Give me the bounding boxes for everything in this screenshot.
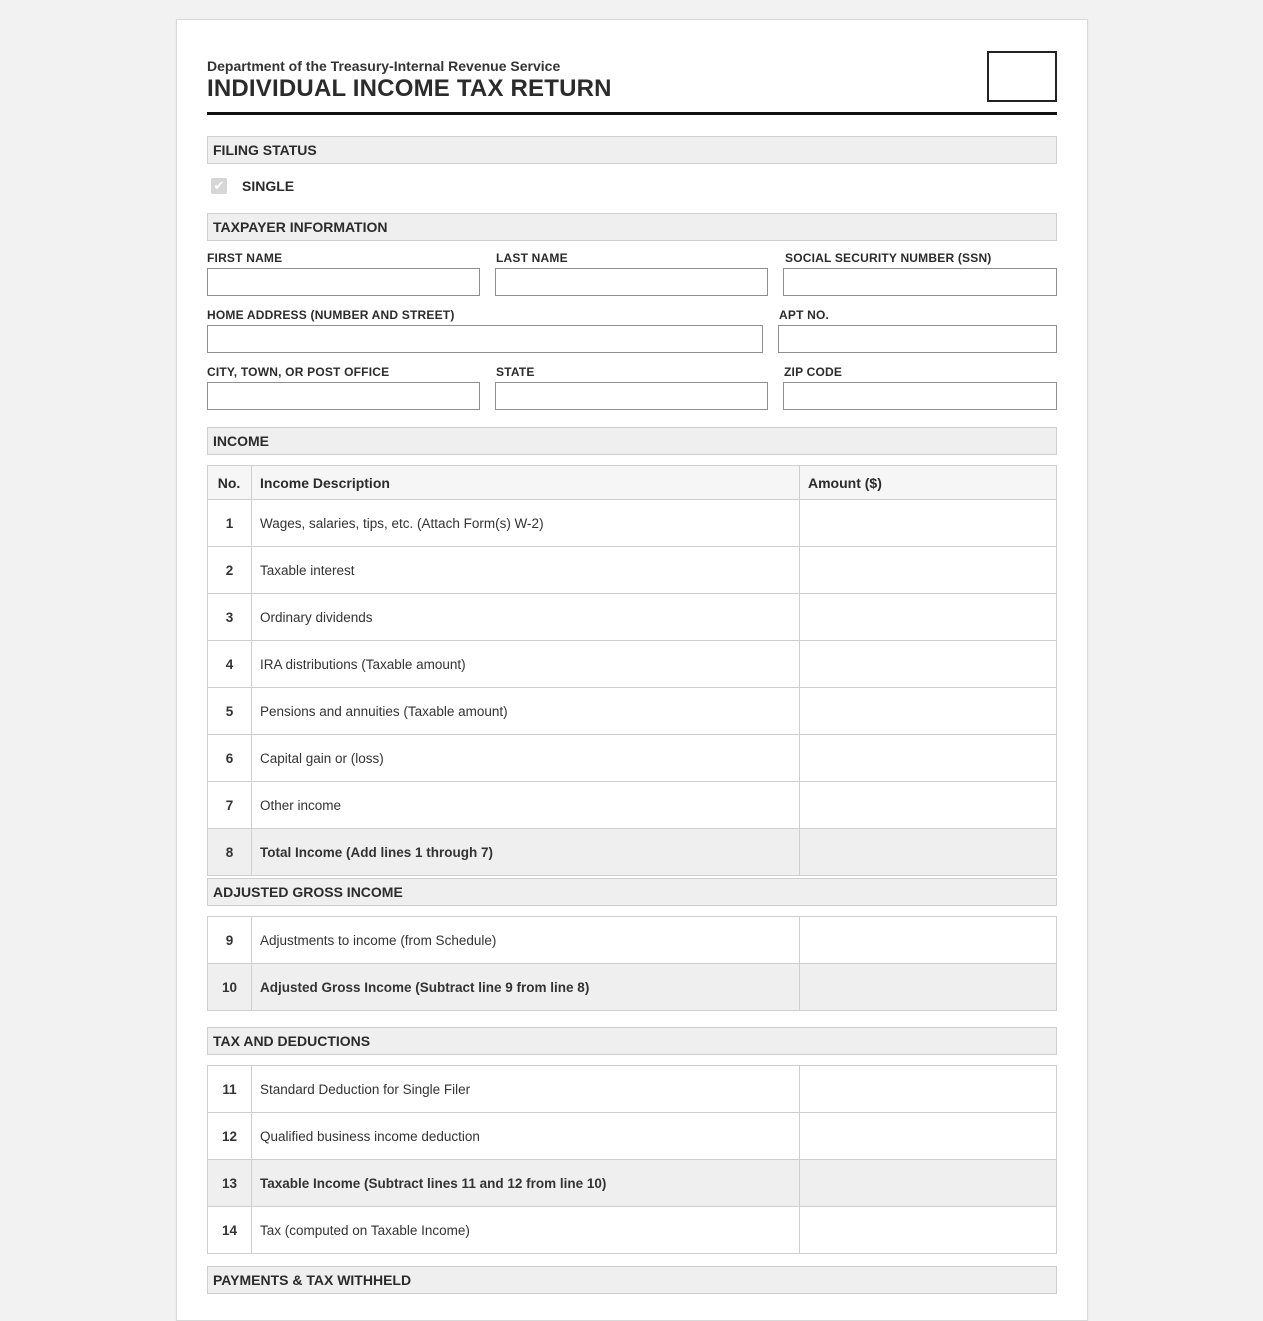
col-no-header: No.: [208, 466, 252, 500]
address-label: HOME ADDRESS (NUMBER AND STREET): [207, 308, 455, 322]
line-desc: Total Income (Add lines 1 through 7): [252, 829, 800, 876]
ssn-field[interactable]: [783, 268, 1057, 296]
line-desc: Adjusted Gross Income (Subtract line 9 from line 8): [252, 964, 800, 1011]
col-desc-header: Income Description: [252, 466, 800, 500]
line-no: 1: [208, 500, 252, 547]
section-tax-deductions: [207, 1027, 1057, 1055]
line-desc: Tax (computed on Taxable Income): [252, 1207, 800, 1254]
total-row: [208, 829, 1057, 876]
line-desc: Taxable Income (Subtract lines 11 and 12 from line 10): [252, 1160, 800, 1207]
table-row: [208, 500, 1057, 547]
section-heading: TAX AND DEDUCTIONS: [213, 1033, 371, 1049]
line-no: 8: [208, 829, 252, 876]
agi-table: [207, 916, 1057, 1011]
line-no: 11: [208, 1066, 252, 1113]
line-desc: Wages, salaries, tips, etc. (Attach Form(s) W-2): [252, 500, 800, 547]
apt-field[interactable]: [778, 325, 1057, 353]
last-name-field[interactable]: [495, 268, 768, 296]
last-name-label: LAST NAME: [496, 251, 568, 265]
line-desc: Taxable interest: [252, 547, 800, 594]
line-desc: Other income: [252, 782, 800, 829]
section-agi: [207, 878, 1057, 906]
section-heading: PAYMENTS & TAX WITHHELD: [213, 1272, 412, 1288]
city-label: CITY, TOWN, OR POST OFFICE: [207, 365, 390, 379]
amount-cell: [800, 1160, 1057, 1207]
amount-cell[interactable]: [800, 1207, 1057, 1254]
header-divider: [207, 112, 1057, 115]
amount-cell[interactable]: [800, 735, 1057, 782]
total-row: [208, 1160, 1057, 1207]
form-title: INDIVIDUAL INCOME TAX RETURN: [207, 75, 612, 102]
line-desc: Standard Deduction for Single Filer: [252, 1066, 800, 1113]
checkmark-icon: ✔: [213, 178, 225, 193]
table-row: [208, 641, 1057, 688]
form-year-box: [987, 51, 1057, 102]
first-name-field[interactable]: [207, 268, 480, 296]
line-no: 7: [208, 782, 252, 829]
department-name: Department of the Treasury-Internal Revenue Service: [207, 58, 561, 74]
table-row: [208, 782, 1057, 829]
income-table: [207, 465, 1057, 876]
single-label: SINGLE: [242, 178, 295, 194]
line-no: 13: [208, 1160, 252, 1207]
zip-label: ZIP CODE: [784, 365, 843, 379]
table-row: [208, 1113, 1057, 1160]
section-filing-status: [207, 136, 1057, 164]
city-field[interactable]: [207, 382, 480, 410]
section-heading: TAXPAYER INFORMATION: [213, 219, 388, 235]
section-income: [207, 427, 1057, 455]
line-desc: Qualified business income deduction: [252, 1113, 800, 1160]
ssn-label: SOCIAL SECURITY NUMBER (SSN): [785, 251, 992, 265]
address-field[interactable]: [207, 325, 763, 353]
table-row: [208, 688, 1057, 735]
section-payments: [207, 1266, 1057, 1294]
amount-cell[interactable]: [800, 917, 1057, 964]
state-label: STATE: [496, 365, 535, 379]
line-no: 4: [208, 641, 252, 688]
line-no: 9: [208, 917, 252, 964]
amount-cell: [800, 964, 1057, 1011]
form-sheet: [176, 19, 1088, 1321]
amount-cell[interactable]: [800, 1066, 1057, 1113]
amount-cell[interactable]: [800, 547, 1057, 594]
amount-cell[interactable]: [800, 641, 1057, 688]
section-taxpayer-info: [207, 213, 1057, 241]
amount-cell[interactable]: [800, 500, 1057, 547]
first-name-label: FIRST NAME: [207, 251, 283, 265]
total-row: [208, 964, 1057, 1011]
table-row: [208, 1066, 1057, 1113]
table-row: [208, 1207, 1057, 1254]
line-no: 12: [208, 1113, 252, 1160]
line-no: 14: [208, 1207, 252, 1254]
state-field[interactable]: [495, 382, 768, 410]
section-heading: ADJUSTED GROSS INCOME: [213, 884, 403, 900]
line-no: 5: [208, 688, 252, 735]
table-header-row: [208, 466, 1057, 500]
line-no: 3: [208, 594, 252, 641]
apt-label: APT NO.: [779, 308, 830, 322]
tax-table: [207, 1065, 1057, 1254]
table-row: [208, 735, 1057, 782]
line-desc: Adjustments to income (from Schedule): [252, 917, 800, 964]
single-checkbox[interactable]: [211, 178, 227, 194]
line-desc: Capital gain or (loss): [252, 735, 800, 782]
amount-cell[interactable]: [800, 688, 1057, 735]
amount-cell[interactable]: [800, 1113, 1057, 1160]
line-desc: Ordinary dividends: [252, 594, 800, 641]
section-heading: FILING STATUS: [213, 142, 317, 158]
line-no: 6: [208, 735, 252, 782]
line-desc: Pensions and annuities (Taxable amount): [252, 688, 800, 735]
section-heading: INCOME: [213, 433, 269, 449]
table-row: [208, 917, 1057, 964]
amount-cell[interactable]: [800, 782, 1057, 829]
line-no: 2: [208, 547, 252, 594]
amount-cell: [800, 829, 1057, 876]
amount-cell[interactable]: [800, 594, 1057, 641]
table-row: [208, 547, 1057, 594]
line-desc: IRA distributions (Taxable amount): [252, 641, 800, 688]
zip-field[interactable]: [783, 382, 1057, 410]
line-no: 10: [208, 964, 252, 1011]
col-amount-header: Amount ($): [800, 466, 1057, 500]
table-row: [208, 594, 1057, 641]
